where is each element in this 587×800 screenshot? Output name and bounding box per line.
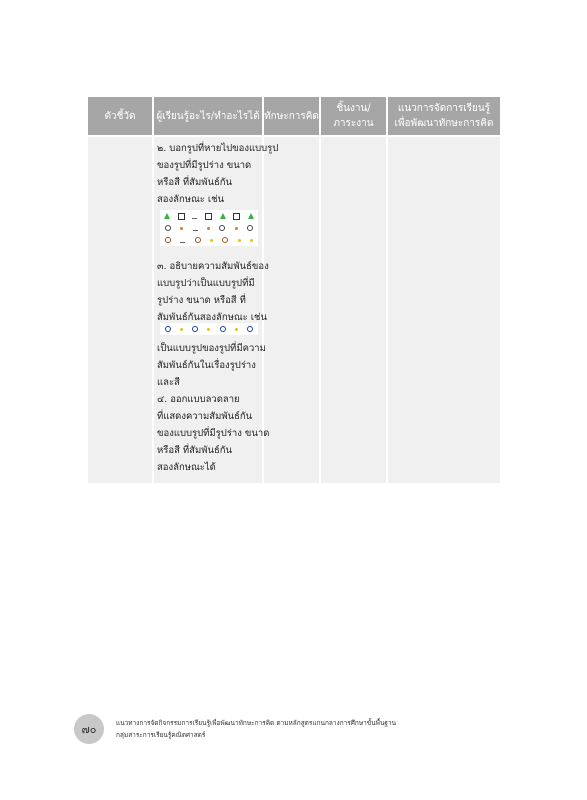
learn-line: สัมพันธ์กันในเรื่องรูปร่าง (157, 360, 256, 371)
learn-line: ของแบบรูปที่มีรูปร่าง ขนาด (157, 428, 270, 439)
header-skill-label: ทักษะการคิด (264, 110, 319, 122)
learn-line: สองลักษณะได้ (157, 462, 216, 473)
curriculum-table (88, 97, 500, 483)
square-icon (205, 213, 212, 220)
pattern-figure-1 (160, 210, 258, 246)
ring-icon (192, 326, 198, 332)
ring-icon (220, 326, 226, 332)
learn-line: หรือสี ที่สัมพันธ์กัน (157, 445, 233, 456)
cell-indicator (88, 137, 152, 483)
circle-icon (247, 225, 253, 231)
header-learn (154, 97, 262, 135)
dot-icon (180, 227, 183, 230)
dot-icon (250, 239, 253, 242)
dot-icon (207, 227, 210, 230)
learn-line: สองลักษณะ เช่น (157, 194, 225, 205)
triangle-icon (248, 213, 254, 219)
page-number-label: ๗๐ (81, 723, 97, 736)
circle-icon (165, 225, 171, 231)
learn-line: แบบรูปว่าเป็นแบบรูปที่มี (157, 278, 255, 289)
ring-icon (247, 326, 253, 332)
learn-line: หรือสี ที่สัมพันธ์กัน (157, 177, 233, 188)
cell-skill (264, 137, 319, 483)
triangle-icon (164, 213, 170, 219)
dot-icon (238, 239, 241, 242)
learn-line: ๔. ออกแบบลวดลาย (157, 394, 240, 405)
dot-icon (180, 328, 183, 331)
pattern-figure-2 (160, 323, 258, 335)
header-work-line2: ภาระงาน (333, 118, 374, 129)
learn-line: ของรูปที่มีรูปร่าง ขนาด (157, 160, 252, 171)
learn-line: ๒. บอกรูปที่หายไปของแบบรูป (157, 143, 279, 154)
circle-icon (219, 225, 225, 231)
dot-icon (210, 239, 213, 242)
footer-line-2: กลุ่มสาระการเรียนรู้คณิตศาสตร์ (116, 731, 206, 739)
blank-dash (193, 226, 198, 231)
learn-line: สัมพันธ์กันสองลักษณะ เช่น (157, 312, 267, 323)
footer-line-1: แนวทางการจัดกิจกรรมการเรียนรู้เพื่อพัฒนาทักษะการคิด ตามหลักสูตรแกนกลางการศึกษาขั้นพื้นฐาน (116, 719, 397, 727)
header-learn-label: ผู้เรียนรู้อะไร/ทำอะไรได้ (156, 110, 260, 122)
ring-icon (165, 237, 171, 243)
dot-icon (207, 328, 210, 331)
learn-line: รูปร่าง ขนาด หรือสี ที่ (157, 295, 246, 306)
learn-line: และสี (157, 377, 180, 388)
header-approach-line1: แนวการจัดการเรียนรู้ (397, 103, 491, 114)
triangle-icon (220, 213, 226, 219)
cell-work (321, 137, 386, 483)
header-approach (388, 97, 500, 135)
cell-approach (388, 137, 500, 483)
header-indicator-label: ตัวชี้วัด (104, 110, 136, 122)
dot-icon (235, 227, 238, 230)
blank-dash (180, 238, 185, 243)
dot-icon (235, 328, 238, 331)
ring-icon (222, 237, 228, 243)
blank-dash (192, 214, 197, 219)
learn-line: ๓. อธิบายความสัมพันธ์ของ (157, 261, 269, 272)
learn-line: ที่แสดงความสัมพันธ์กัน (157, 411, 253, 422)
header-work (321, 97, 386, 135)
ring-icon (195, 237, 201, 243)
square-icon (233, 213, 240, 220)
page-number (74, 714, 104, 744)
square-icon (178, 213, 185, 220)
header-work-line1: ชิ้นงาน/ (336, 103, 371, 114)
header-approach-line2: เพื่อพัฒนาทักษะการคิด (394, 118, 494, 129)
ring-icon (165, 326, 171, 332)
header-indicator (88, 97, 152, 135)
header-skill (264, 97, 319, 135)
learn-line: เป็นแบบรูปของรูปที่มีความ (157, 343, 266, 354)
